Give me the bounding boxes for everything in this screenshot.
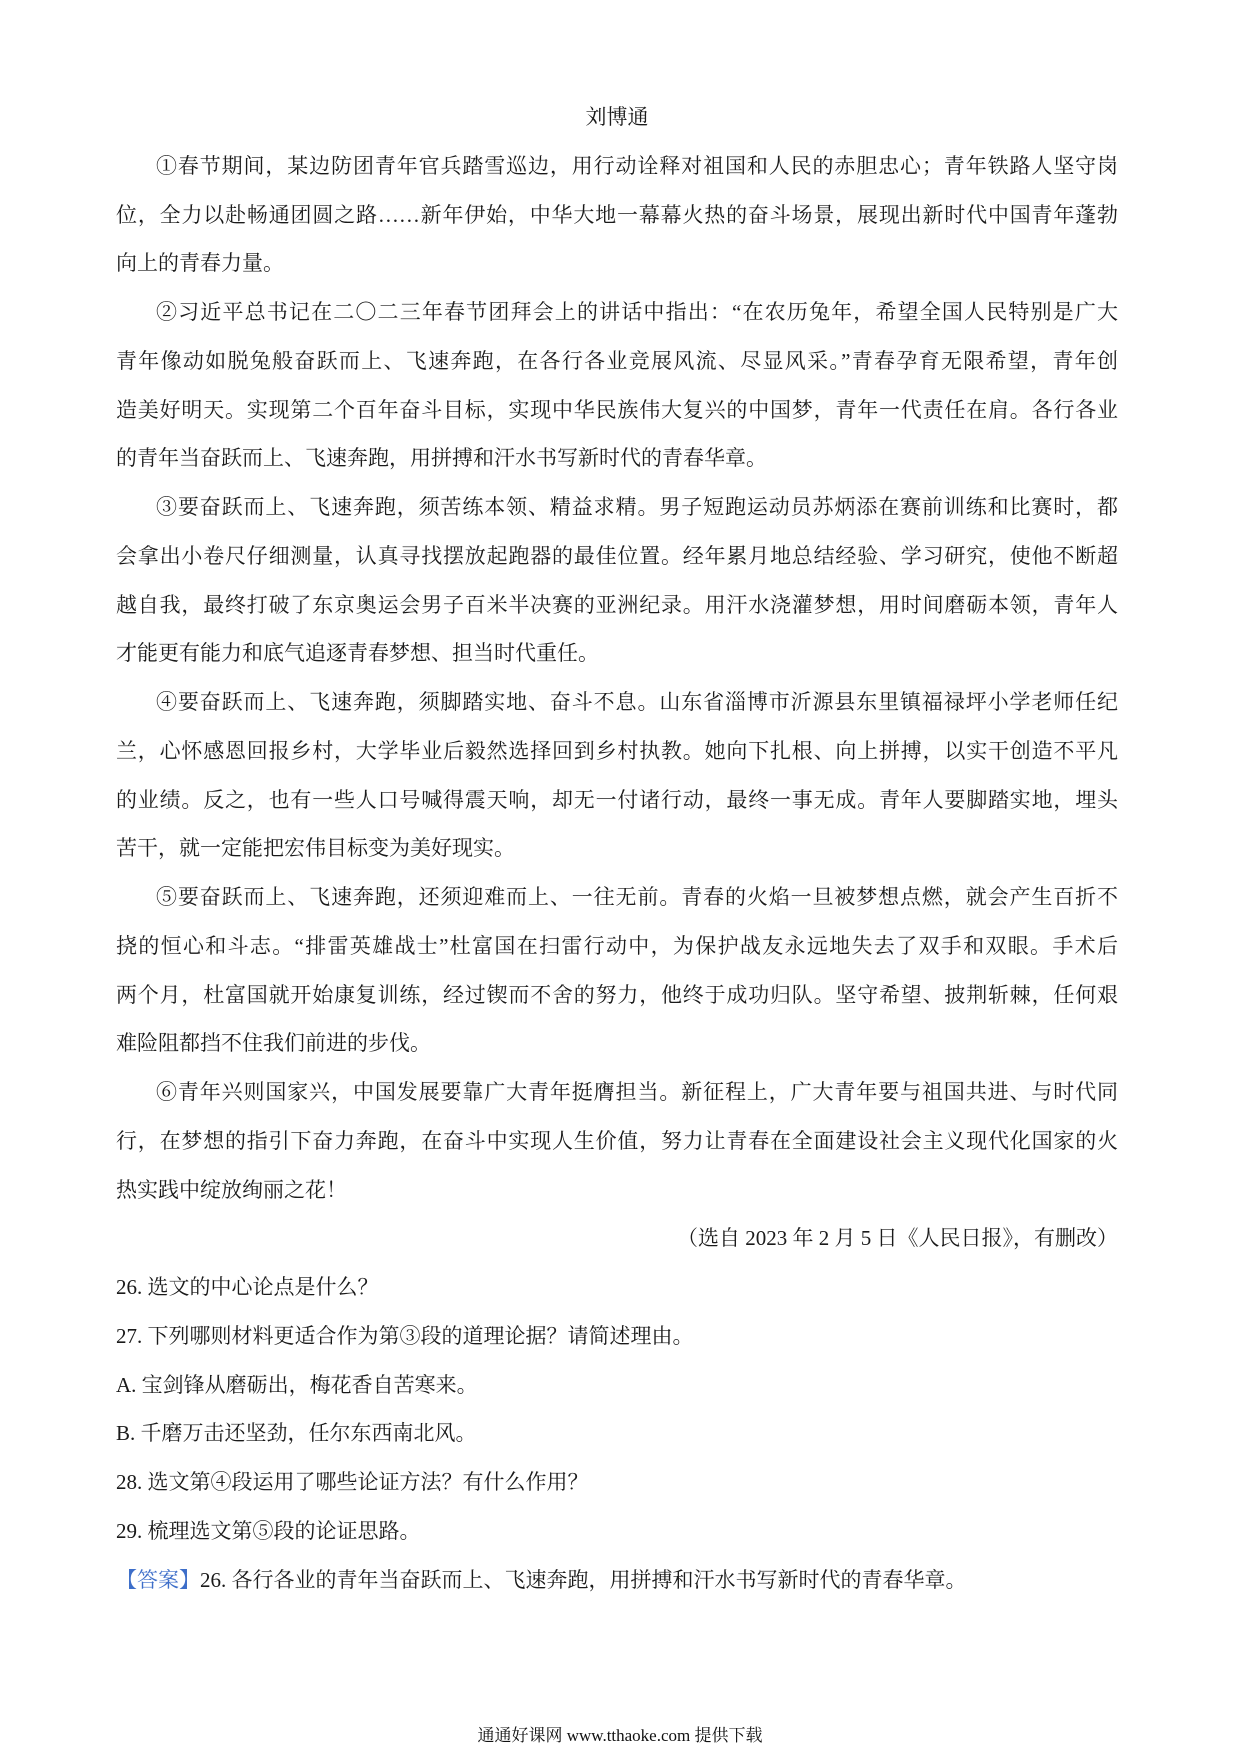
paragraph-6 [116, 1068, 1118, 1214]
paragraph-5 [116, 873, 1118, 1068]
paragraph-line: 苦干，就一定能把宏伟目标变为美好现实。 [116, 836, 515, 861]
footer-text[interactable]: 通通好课网 www.tthaoke.com 提供下载 [477, 1726, 763, 1745]
paragraph-line: 才能更有能力和底气追逐青春梦想、担当时代重任。 [116, 641, 599, 666]
paragraph-2 [116, 288, 1118, 483]
paragraph-line: ⑤要奋跃而上、飞速奔跑，还须迎难而上、一往无前。青春的火焰一旦被梦想点燃，就会产生百折不 [156, 885, 1118, 909]
author-name: 刘博通 [585, 105, 649, 129]
paragraph-line: 难险阻都挡不住我们前进的步伐。 [116, 1031, 431, 1056]
paragraph-line: 热实践中绽放绚丽之花！ [116, 1177, 347, 1202]
paragraph-line: 向上的青春力量。 [116, 251, 284, 276]
answer-line [116, 1556, 1118, 1605]
question-list [116, 1263, 1118, 1556]
paragraph-line: 的业绩。反之，也有一些人口号喊得震天响，却无一付诸行动，最终一事无成。青年人要脚踏实地，埋头 [116, 787, 1118, 812]
paragraph-line: ②习近平总书记在二〇二三年春节团拜会上的讲话中指出：“在农历兔年，希望全国人民特别是广大 [156, 300, 1118, 324]
question-27: 27. 下列哪则材料更适合作为第③段的道理论据？请简述理由。 [116, 1323, 694, 1348]
paragraph-line: 会拿出小卷尺仔细测量，认真寻找摆放起跑器的最佳位置。经年累月地总结经验、学习研究，使他不断超 [116, 543, 1118, 568]
source-citation: （选自 2023 年 2 月 5 日《人民日报》，有删改） [677, 1226, 1118, 1251]
paragraph-line: 越自我，最终打破了东京奥运会男子百米半决赛的亚洲纪录。用汗水浇灌梦想，用时间磨砺本领，青年人 [116, 592, 1118, 617]
paragraph-line: 的青年当奋跃而上、飞速奔跑，用拼搏和汗水书写新时代的青春华章。 [116, 446, 767, 471]
question-28: 28. 选文第④段运用了哪些论证方法？有什么作用？ [116, 1470, 589, 1494]
paragraph-line: 位，全力以赴畅通团圆之路……新年伊始，中华大地一幕幕火热的奋斗场景，展现出新时代中国青年蓬勃 [116, 202, 1118, 227]
paragraph-line: ⑥青年兴则国家兴，中国发展要靠广大青年挺膺担当。新征程上，广大青年要与祖国共进、与时代同 [156, 1080, 1118, 1104]
paragraph-line: ③要奋跃而上、飞速奔跑，须苦练本领、精益求精。男子短跑运动员苏炳添在赛前训练和比赛时，都 [156, 495, 1118, 519]
paragraph-line: 挠的恒心和斗志。“排雷英雄战士”杜富国在扫雷行动中，为保护战友永远地失去了双手和双眼。手术后 [116, 933, 1118, 958]
answer-text: 26. 各行各业的青年当奋跃而上、飞速奔跑，用拼搏和汗水书写新时代的青春华章。 [200, 1567, 967, 1592]
answer-label: 【答案】 [116, 1567, 200, 1592]
option-a: A. 宝剑锋从磨砺出，梅花香自苦寒来。 [116, 1372, 478, 1397]
paragraph-line: 行，在梦想的指引下奋力奔跑，在奋斗中实现人生价值，努力让青春在全面建设社会主义现代化国家的火 [116, 1128, 1118, 1153]
paragraph-line: 造美好明天。实现第二个百年奋斗目标，实现中华民族伟大复兴的中国梦，青年一代责任在肩。各行各业 [116, 397, 1118, 422]
question-26: 26. 选文的中心论点是什么？ [116, 1275, 379, 1299]
paragraph-line: ①春节期间，某边防团青年官兵踏雪巡边，用行动诠释对祖国和人民的赤胆忠心；青年铁路人坚守岗 [156, 153, 1118, 178]
question-29: 29. 梳理选文第⑤段的论证思路。 [116, 1518, 421, 1543]
paragraph-line: 青年像动如脱兔般奋跃而上、飞速奔跑，在各行各业竞展风流、尽显风采。”青春孕育无限希望，青年创 [116, 348, 1118, 373]
paragraph-line: 两个月，杜富国就开始康复训练，经过锲而不舍的努力，他终于成功归队。坚守希望、披荆斩棘，任何艰 [116, 982, 1118, 1007]
paragraph-3 [116, 483, 1118, 678]
option-b: B. 千磨万击还坚劲，任尔东西南北风。 [116, 1421, 477, 1446]
paragraph-1 [116, 142, 1118, 288]
paragraph-line: 兰，心怀感恩回报乡村，大学毕业后毅然选择回到乡村执教。她向下扎根、向上拼搏，以实干创造不平凡 [116, 738, 1118, 763]
paragraph-line: ④要奋跃而上、飞速奔跑，须脚踏实地、奋斗不息。山东省淄博市沂源县东里镇福禄坪小学老师任纪 [156, 690, 1118, 714]
paragraph-4 [116, 678, 1118, 873]
article-body [116, 93, 1118, 1604]
